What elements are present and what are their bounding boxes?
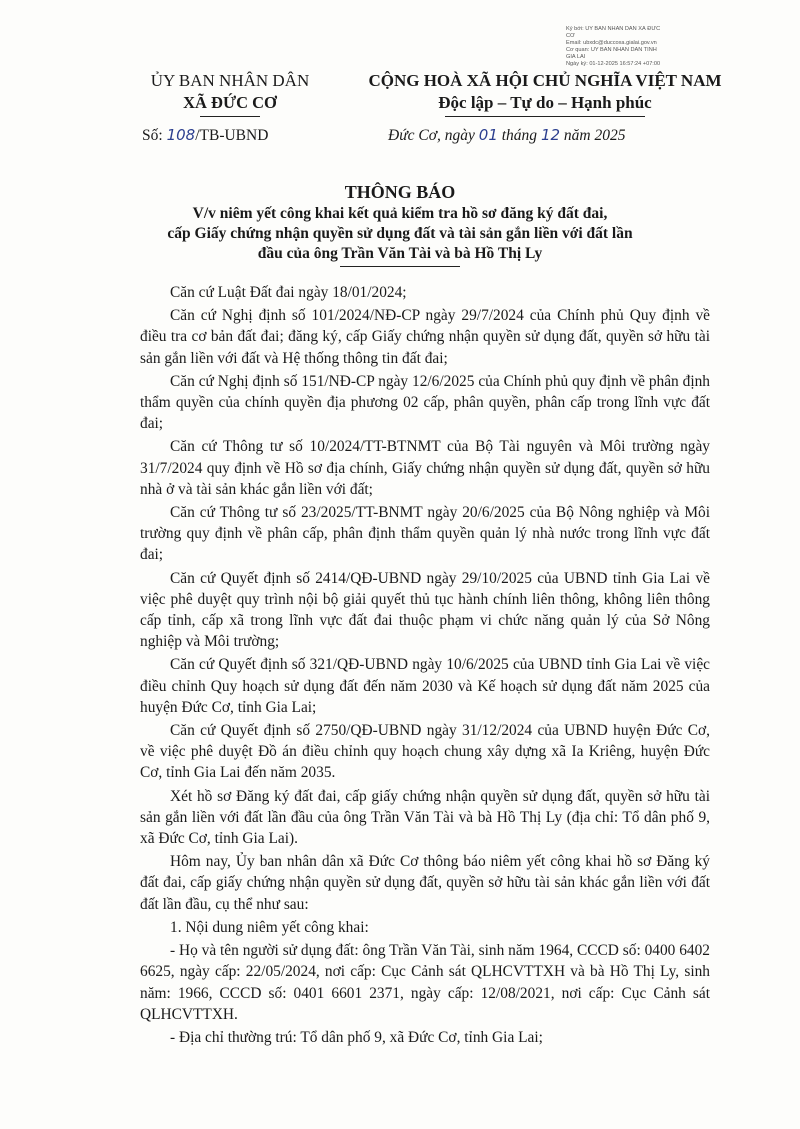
- title-subject-line: cấp Giấy chứng nhận quyền sử dụng đất và tài sản gắn liền với đất lần: [167, 225, 633, 242]
- signature-line: CƠ: [566, 33, 575, 39]
- national-heading: [320, 70, 770, 117]
- body-paragraph: Căn cứ Thông tư số 10/2024/TT-BTNMT của Bộ Tài nguyên và Môi trường ngày 31/7/2024 quy định về Hồ sơ địa chính, Giấy chứng nhận quyền sử dụng đất, quyền sở hữu nhà ở và tài sản khác gắn liền với đất;: [140, 438, 710, 498]
- document-number: [142, 126, 268, 145]
- document-title: [130, 180, 670, 267]
- motto-underline: [445, 116, 645, 117]
- body-paragraph: Xét hồ sơ Đăng ký đất đai, cấp giấy chứng nhận quyền sử dụng đất, quyền sở hữu tài sản gắn liền với đất lần đầu của ông Trần Văn Tài và bà Hồ Thị Ly (địa chỉ: Tổ dân phố 9, xã Đức Cơ, tỉnh Gia Lai).: [140, 787, 710, 848]
- date-mid: tháng: [497, 127, 541, 144]
- signature-line: Ngày ký: 01-12-2025 16:57:24 +07:00: [566, 61, 661, 67]
- title-subject-line: V/v niêm yết công khai kết quả kiểm tra hồ sơ đăng ký đất đai,: [192, 205, 608, 222]
- document-date: [388, 126, 625, 145]
- signature-line: Ký bởi: ỦY BAN NHÂN DÂN XÃ ĐỨC: [566, 26, 661, 32]
- body-paragraph: Căn cứ Luật Đất đai ngày 18/01/2024;: [170, 284, 407, 301]
- body-paragraph: Căn cứ Nghị định số 151/NĐ-CP ngày 12/6/2025 của Chính phủ quy định về phân định thẩm quyền của chính quyền địa phương 02 cấp, phân quyền, phân cấp trong lĩnh vực đất đai;: [140, 372, 710, 433]
- document-body: [140, 282, 710, 1050]
- date-day-handwritten: 01: [478, 126, 498, 144]
- title-heading: THÔNG BÁO: [344, 182, 456, 202]
- title-subject-line: đầu của ông Trần Văn Tài và bà Hồ Thị Ly: [257, 245, 543, 262]
- title-underline: [340, 266, 460, 267]
- body-paragraph: Căn cứ Nghị định số 101/2024/NĐ-CP ngày 29/7/2024 của Chính phủ Quy định về điều tra cơ bản đất đai; đăng ký, cấp Giấy chứng nhận quyền sử dụng đất, quyền sở hữu tài sản gắn liền với đất và Hệ thống thông tin đất đai;: [140, 307, 710, 367]
- doc-no-handwritten: 108: [166, 126, 196, 144]
- date-month-handwritten: 12: [540, 126, 561, 144]
- agency-name: ỦY BAN NHÂN DÂN: [150, 71, 310, 90]
- signature-line: Cơ quan: ỦY BAN NHÂN DÂN TỈNH: [566, 47, 657, 53]
- body-paragraph: Căn cứ Quyết định số 321/QĐ-UBND ngày 10/6/2025 của UBND tỉnh Gia Lai về việc điều chỉnh Quy hoạch sử dụng đất đến năm 2030 và Kế hoạch sử dụng đất năm 2025 của huyện Đức Cơ, tỉnh Gia Lai;: [140, 656, 710, 716]
- date-suffix: năm 2025: [560, 127, 626, 144]
- body-paragraph: - Địa chỉ thường trú: Tổ dân phố 9, xã Đức Cơ, tỉnh Gia Lai;: [170, 1028, 543, 1046]
- issuing-agency: [130, 70, 330, 117]
- agency-commune: XÃ ĐỨC CƠ: [183, 93, 277, 112]
- signature-line: Email: ubxdc@duccoxa.gialai.gov.vn: [566, 40, 657, 46]
- nation-motto: Độc lập – Tự do – Hạnh phúc: [438, 93, 652, 112]
- signature-line: GIA LAI: [566, 54, 586, 60]
- body-paragraph: Căn cứ Quyết định số 2750/QĐ-UBND ngày 31/12/2024 của UBND huyện Đức Cơ, về việc phê duyệt Đồ án điều chỉnh quy hoạch chung xây dựng xã Ia Kriêng, huyện Đức Cơ, tỉnh Gia Lai đến năm 2035.: [140, 722, 710, 782]
- digital-signature-stamp: [566, 26, 766, 68]
- body-paragraph: Hôm nay, Ủy ban nhân dân xã Đức Cơ thông báo niêm yết công khai hồ sơ Đăng ký đất đai, cấp giấy chứng nhận quyền sử dụng đất, quyền sở hữu tài sản khác gắn liền với đất đất lần đầu, cụ thể như sau:: [140, 853, 710, 913]
- body-paragraph: 1. Nội dung niêm yết công khai:: [170, 918, 369, 936]
- agency-underline: [200, 116, 260, 117]
- doc-no-prefix: Số:: [142, 127, 167, 144]
- nation-name: CỘNG HOÀ XÃ HỘI CHỦ NGHĨA VIỆT NAM: [368, 71, 722, 90]
- body-paragraph: Căn cứ Quyết định số 2414/QĐ-UBND ngày 29/10/2025 của UBND tỉnh Gia Lai về việc phê duyệt quy trình nội bộ giải quyết thủ tục hành chính liên thông, không liên thông cấp tỉnh, cấp xã trong lĩnh vực đất đai thuộc phạm vi chức năng quản lý của Sở Nông nghiệp và Môi trường;: [140, 569, 710, 651]
- date-prefix: Đức Cơ, ngày: [388, 127, 479, 144]
- body-paragraph: - Họ và tên người sử dụng đất: ông Trần Văn Tài, sinh năm 1964, CCCD số: 0400 6402 6625, ngày cấp: 22/05/2024, nơi cấp: Cục Cảnh sát QLHCVTTXH và bà Hồ Thị Ly, sinh năm: 1966, CCCD số: 0401 6601 2371, ngày cấp: 12/08/2021, nơi cấp: Cục Cảnh sát QLHCVTTXH.: [140, 942, 710, 1023]
- body-paragraph: Căn cứ Thông tư số 23/2025/TT-BNMT ngày 20/6/2025 của Bộ Nông nghiệp và Môi trường quy định về phân cấp, phân định thẩm quyền quản lý nhà nước trong lĩnh vực đất đai;: [140, 504, 710, 564]
- doc-no-suffix: /TB-UBND: [195, 127, 269, 144]
